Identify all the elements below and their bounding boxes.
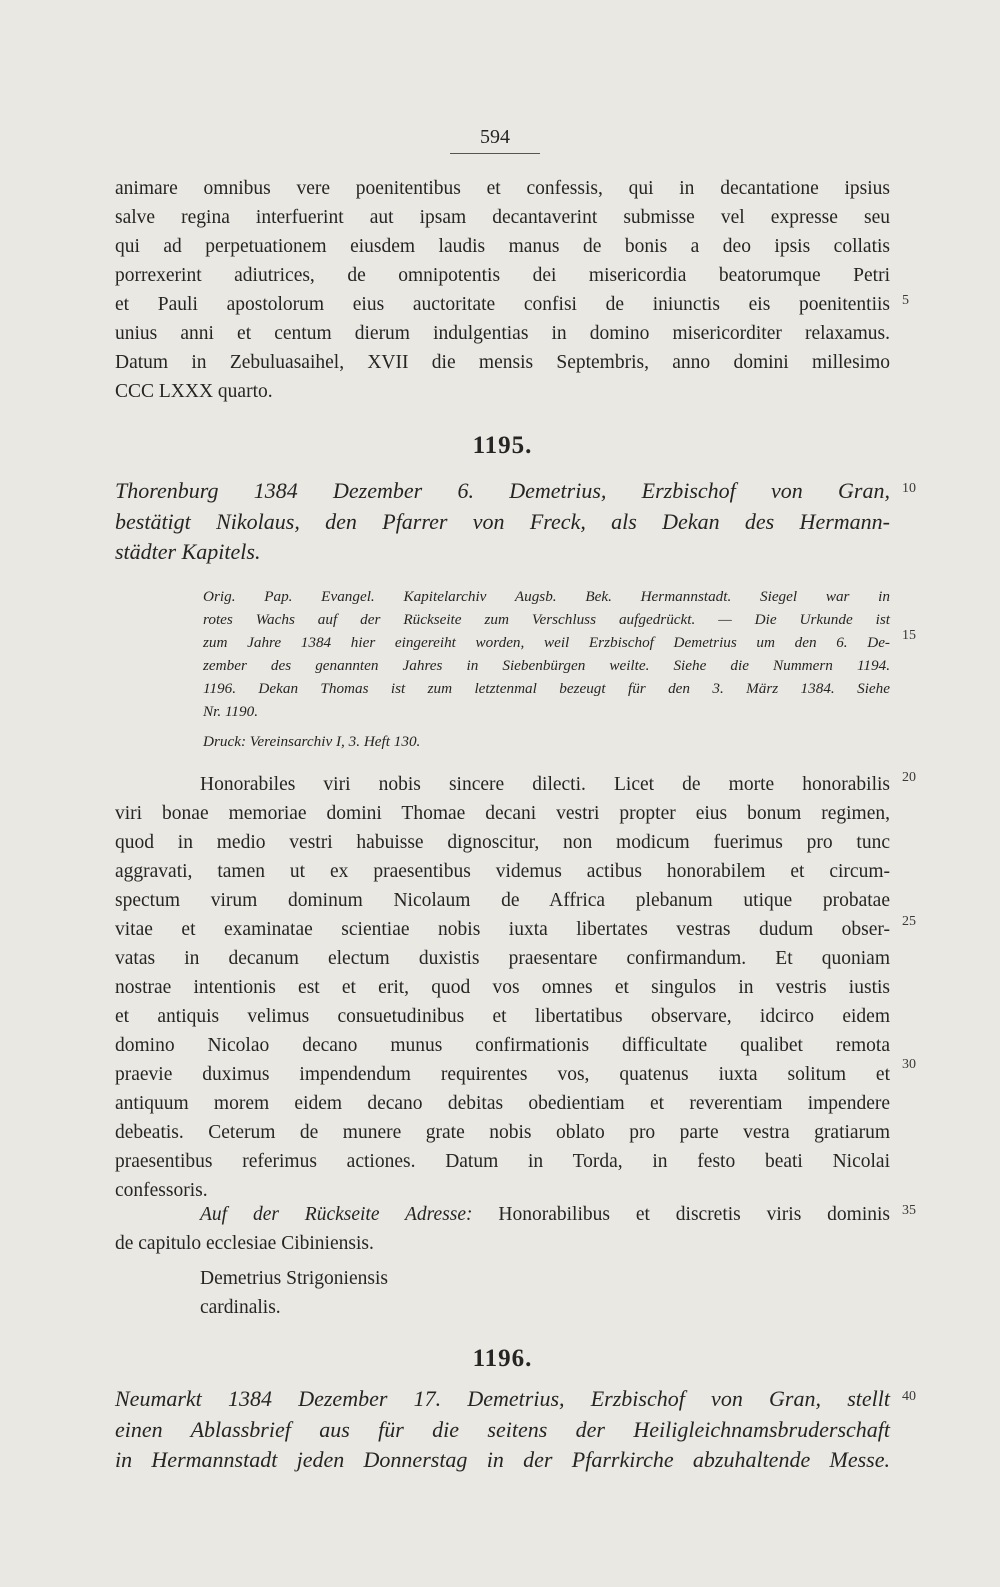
text-line: CCC LXXX quarto. bbox=[115, 381, 273, 402]
heading-line: einen Ablassbrief aus für die seitens der Heiligleichnamsbruderschaft bbox=[115, 1416, 890, 1442]
address-label: Auf der Rückseite Adresse: bbox=[200, 1204, 473, 1225]
note-line-text: rotes Wachs auf der Rückseite zum Verschluss aufgedrückt. — Die Urkunde ist bbox=[203, 611, 890, 628]
text-line: praevie duximus impendendum requirentes vos, quatenus iuxta solitum et bbox=[115, 1064, 890, 1085]
margin-line-number: 40 bbox=[902, 1389, 916, 1404]
text-line: animare omnibus vere poenitentibus et confessis, qui in decantatione ipsius bbox=[115, 178, 890, 199]
text-line: quod in medio vestri habuisse dignoscitur, non modicum fuerimus pro tunc bbox=[115, 832, 890, 853]
margin-line-number: 30 bbox=[902, 1057, 916, 1072]
text-line: antiquum morem eidem decano debitas obedientiam et reverentiam impendere bbox=[115, 1093, 890, 1114]
address-line-2: de capitulo ecclesiae Cibiniensis. bbox=[115, 1233, 374, 1254]
note-line: Nr. 1190. bbox=[203, 703, 258, 720]
margin-line-number: 20 bbox=[902, 770, 916, 785]
margin-line-number: 35 bbox=[902, 1203, 916, 1218]
text-line: spectum virum dominum Nicolaum de Affrica plebanum utique probatae bbox=[115, 890, 890, 911]
text-line: confessoris. bbox=[115, 1180, 208, 1201]
margin-line-number: 15 bbox=[902, 628, 916, 643]
text-line: vatas in decanum electum duxistis praesentare confirmandum. Et quoniam bbox=[115, 948, 890, 969]
note-line bbox=[115, 608, 890, 631]
heading-line: bestätigt Nikolaus, den Pfarrer von Freck, als Dekan des Hermann- bbox=[115, 508, 890, 534]
doc1195-signature bbox=[115, 1264, 890, 1322]
note-line: Orig. Pap. Evangel. Kapitelarchiv Augsb. Bek. Hermannstadt. Siegel war in bbox=[203, 588, 890, 605]
text-line: debeatis. Ceterum de munere grate nobis oblato pro parte vestra gratiarum bbox=[115, 1122, 890, 1143]
heading-line: städter Kapitels. bbox=[115, 539, 261, 564]
margin-line-number: 25 bbox=[902, 914, 916, 929]
doc1195-body bbox=[115, 770, 890, 1205]
doc1195-notes bbox=[115, 585, 890, 723]
text-line: praesentibus referimus actiones. Datum in Torda, in festo beati Nicolai bbox=[115, 1151, 890, 1172]
text-line: aggravati, tamen ut ex praesentibus videmus actibus honorabilem et circum- bbox=[115, 861, 890, 882]
margin-line-number: 10 bbox=[902, 481, 916, 496]
text-line: domino Nicolao decano munus confirmationis difficultate qualibet remota bbox=[115, 1035, 890, 1056]
text-line: nostrae intentionis est et erit, quod vos omnes et singulos in vestris iustis bbox=[115, 977, 890, 998]
page-number: 594 bbox=[480, 126, 510, 148]
heading-line: in Hermannstadt jeden Donnerstag in der Pfarrkirche abzuhaltende Messe. bbox=[115, 1447, 890, 1472]
heading-line: Thorenburg 1384 Dezember 6. Demetrius, Erzbischof von Gran, bbox=[115, 478, 890, 503]
doc1195-address bbox=[115, 1200, 890, 1258]
text-line: salve regina interfuerint aut ipsam decantaverint submisse vel expresse seu bbox=[115, 207, 890, 228]
opening-paragraph bbox=[115, 174, 890, 406]
doc1195-druck: Druck: Vereinsarchiv I, 3. Heft 130. bbox=[203, 733, 421, 750]
text-line: viri bonae memoriae domini Thomae decani vestri propter eius bonum regimen, bbox=[115, 803, 890, 824]
text-line: et Pauli apostolorum eius auctoritate confisi de iniunctis eis poenitentiis bbox=[115, 294, 890, 315]
page-number-rule bbox=[450, 153, 540, 154]
address-text: Honorabilibus et discretis viris dominis bbox=[498, 1204, 891, 1225]
doc1196-heading bbox=[115, 1384, 890, 1476]
text-line: et antiquis velimus consuetudinibus et libertatibus observare, idcirco eidem bbox=[115, 1006, 890, 1027]
doc1195-heading bbox=[115, 476, 890, 568]
margin-line-number: 5 bbox=[902, 293, 909, 308]
address-line bbox=[115, 1200, 890, 1229]
text-line: Honorabiles viri nobis sincere dilecti. Licet de morte honorabilis bbox=[200, 774, 890, 795]
text-line: porrexerint adiutrices, de omnipotentis dei misericordia beatorumque Petri bbox=[115, 265, 890, 286]
text-line: vitae et examinatae scientiae nobis iuxta libertates vestras dudum obser- bbox=[115, 919, 890, 940]
document-number-1196: 1196. bbox=[472, 1345, 533, 1372]
text-line: unius anni et centum dierum indulgentias in domino misericorditer relaxamus. bbox=[115, 323, 890, 344]
note-line: zum Jahre 1384 hier eingereiht worden, weil Erzbischof Demetrius um den 6. De- bbox=[203, 634, 890, 651]
document-number-1195: 1195. bbox=[472, 432, 533, 459]
text-line: qui ad perpetuationem eiusdem laudis manus de bonis a deo ipsis collatis bbox=[115, 236, 890, 257]
signature-line: Demetrius Strigoniensis bbox=[200, 1268, 388, 1289]
heading-line: Neumarkt 1384 Dezember 17. Demetrius, Erzbischof von Gran, stellt bbox=[115, 1386, 890, 1411]
text-line: Datum in Zebuluasaihel, XVII die mensis Septembris, anno domini millesimo bbox=[115, 352, 890, 373]
signature-line: cardinalis. bbox=[200, 1297, 281, 1318]
note-line: zember des genannten Jahres in Siebenbürgen weilte. Siehe die Nummern 1194. bbox=[203, 657, 890, 674]
note-line: 1196. Dekan Thomas ist zum letztenmal bezeugt für den 3. März 1384. Siehe bbox=[203, 680, 890, 697]
